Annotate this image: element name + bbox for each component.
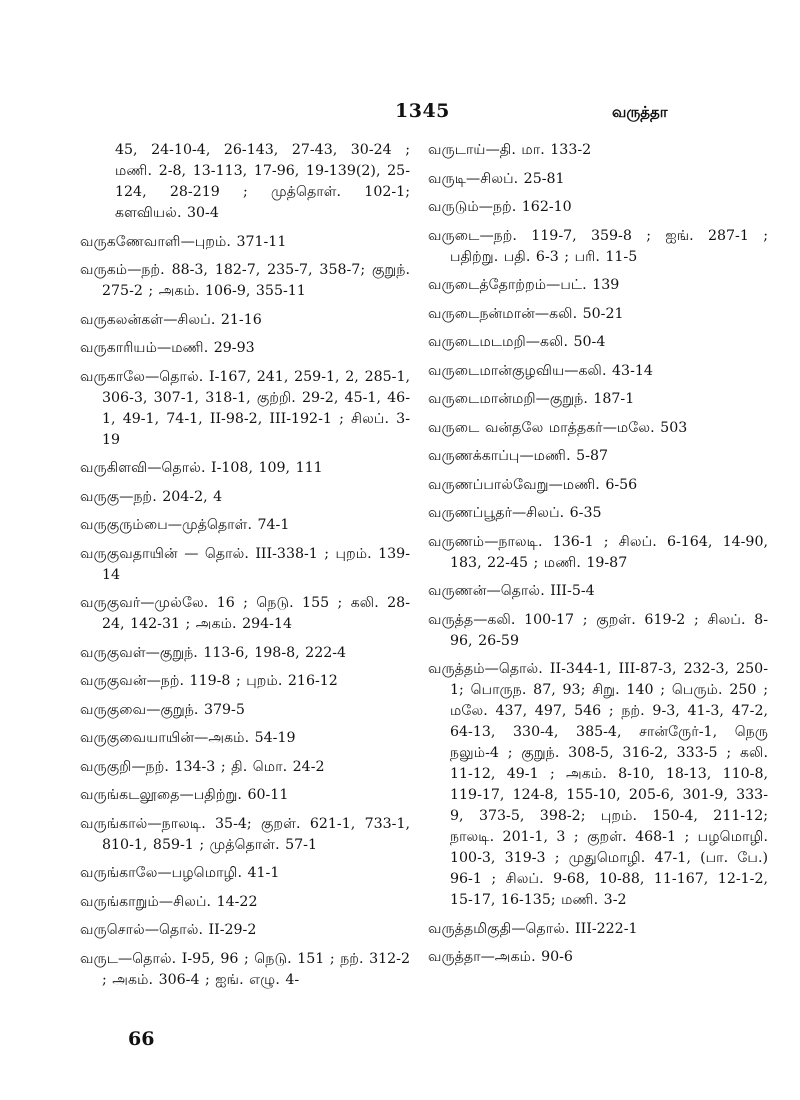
index-entry: வருட—தொல். I-95, 96 ; நெடு. 151 ; நற். 312-2 ; அகம். 306-4 ; ஐங். எழு. 4- — [80, 950, 410, 988]
index-entry: வருடாய்—தி. மா. 133-2 — [428, 142, 592, 158]
index-entry: வருடி—சிலப். 25-81 — [428, 170, 565, 187]
index-entry: வருடை—நற். 119-7, 359-8 ; ஐங். 287-1 ; பதிற்று. பதி. 6-3 ; பரி. 11-5 — [428, 227, 768, 265]
index-entry: வருடை வன்தலே மாத்தகர்—மலே. 503 — [428, 419, 688, 436]
index-entry: வருகுரும்பை—முத்தொள். 74-1 — [80, 517, 290, 533]
index-entry: வருத்த—கலி. 100-17 ; குறள். 619-2 ; சிலப். 8-96, 26-59 — [428, 611, 768, 649]
index-entry: வருகிளவி—தொல். I-108, 109, 111 — [80, 460, 323, 476]
index-entry: வருகு—நற். 204-2, 4 — [80, 488, 223, 505]
index-entry: வருங்காறும்—சிலப். 14-22 — [80, 893, 258, 910]
left-column — [80, 140, 410, 998]
index-entry: வருணக்காப்பு—மணி. 5-87 — [428, 448, 609, 464]
index-entry: வருகாலே—தொல். I-167, 241, 259-1, 2, 285-1, 306-3, 307-1, 318-1, குற்றி. 29-2, 45-1, 46-1, 49-1, 74-1, II-98-2, III-192-1 ; சிலப். 3-19 — [80, 368, 410, 448]
index-entry: வருடைத்தோற்றம்—பட். 139 — [428, 277, 620, 293]
index-entry: 45, 24-10-4, 26-143, 27-43, 30-24 ; மணி. 2-8, 13-113, 17-96, 19-139(2), 25-124, 28-219 ; முத்தொள். 102-1; களவியல். 30-4 — [115, 142, 410, 221]
index-entry: வருகணேவாளி—புறம். 371-11 — [80, 233, 287, 250]
index-entry: வருடைமான்மறி—குறுந். 187-1 — [428, 391, 635, 407]
index-entry: வருடைமான்குழவிய—கலி. 43-14 — [428, 362, 653, 379]
index-entry: வருங்காலே—பழமொழி. 41-1 — [80, 865, 280, 881]
index-entry: வருகுவையாயின்—அகம். 54-19 — [80, 730, 296, 746]
index-entry: வருகுவன்—நற். 119-8 ; புறம். 216-12 — [80, 673, 338, 689]
index-entry: வருகுவள்—குறுந். 113-6, 198-8, 222-4 — [80, 644, 347, 661]
right-column — [428, 140, 768, 976]
index-entry: வருத்தமிகுதி—தொல். III-222-1 — [428, 920, 638, 937]
index-entry: வருகுவர்—முல்லே. 16 ; நெடு. 155 ; கலி. 28-24, 142-31 ; அகம். 294-14 — [80, 595, 410, 632]
index-entry: வருகலன்கள்—சிலப். 21-16 — [80, 311, 262, 328]
index-entry: வருசொல்—தொல். II-29-2 — [80, 922, 257, 938]
index-entry: வருணன்—தொல். III-5-4 — [428, 583, 595, 599]
running-head: வருத்தா — [612, 103, 668, 121]
index-entry: வருகுவை—குறுந். 379-5 — [80, 701, 245, 718]
index-entry: வருணப்பால்வேறு—மணி. 6-56 — [428, 476, 638, 493]
index-entry: வருணப்பூதர்—சிலப். 6-35 — [428, 505, 602, 521]
index-entry: வருடைநன்மான்—கலி. 50-21 — [428, 305, 624, 322]
index-entry: வருகாரியம்—மணி. 29-93 — [80, 340, 255, 356]
page-number: 1345 — [395, 100, 450, 122]
index-entry: வருடும்—நற். 162-10 — [428, 199, 572, 215]
index-entry: வருத்தா—அகம். 90-6 — [428, 949, 573, 965]
index-entry: வருகுறி—நற். 134-3 ; தி. மொ. 24-2 — [80, 758, 325, 775]
index-entry: வருகம்—நற். 88-3, 182-7, 235-7, 358-7; குறுந். 275-2 ; அகம். 106-9, 355-11 — [80, 262, 410, 299]
index-entry: வருணம்—நாலடி. 136-1 ; சிலப். 6-164, 14-90, 183, 22-45 ; மணி. 19-87 — [428, 533, 768, 571]
signature-number: 66 — [128, 1028, 155, 1050]
index-entry: வருங்கால்—நாலடி. 35-4; குறள். 621-1, 733-1, 810-1, 859-1 ; முத்தொள். 57-1 — [80, 815, 410, 853]
index-entry: வருத்தம்—தொல். II-344-1, III-87-3, 232-3, 250-1; பொருந. 87, 93; சிறு. 140 ; பெரும். 250 ; மலே. 437, 497, 546 ; நற். 9-3, 41-3, 47-2, 64-13, 330-4, 385-4, சான்ருேர்-1, நெரு நலும்-4 ; குறுந். 308-5, 316-2, 333-5 ; கலி. 11-12, 49-1 ; அகம். 8-10, 18-13, 110-8, 119-17, 124-8, 155-10, 205-6, 301-9, 333-9, 373-5, 398-2; புறம். 150-4, 211-12; நாலடி. 201-1, 3 ; குறள். 468-1 ; பழமொழி. 100-3, 319-3 ; முதுமொழி. 47-1, (பா. பே.) 96-1 ; சிலப். 9-68, 10-88, 11-167, 12-1-2, 15-17, 16-135; மணி. 3-2 — [428, 661, 768, 908]
index-entry: வருங்கடலூதை—பதிற்று. 60-11 — [80, 787, 289, 803]
index-entry: வருடைமடமறி—கலி. 50-4 — [428, 334, 606, 350]
index-entry: வருகுவதாயின் — தொல். III-338-1 ; புறம். 139-14 — [80, 545, 410, 583]
